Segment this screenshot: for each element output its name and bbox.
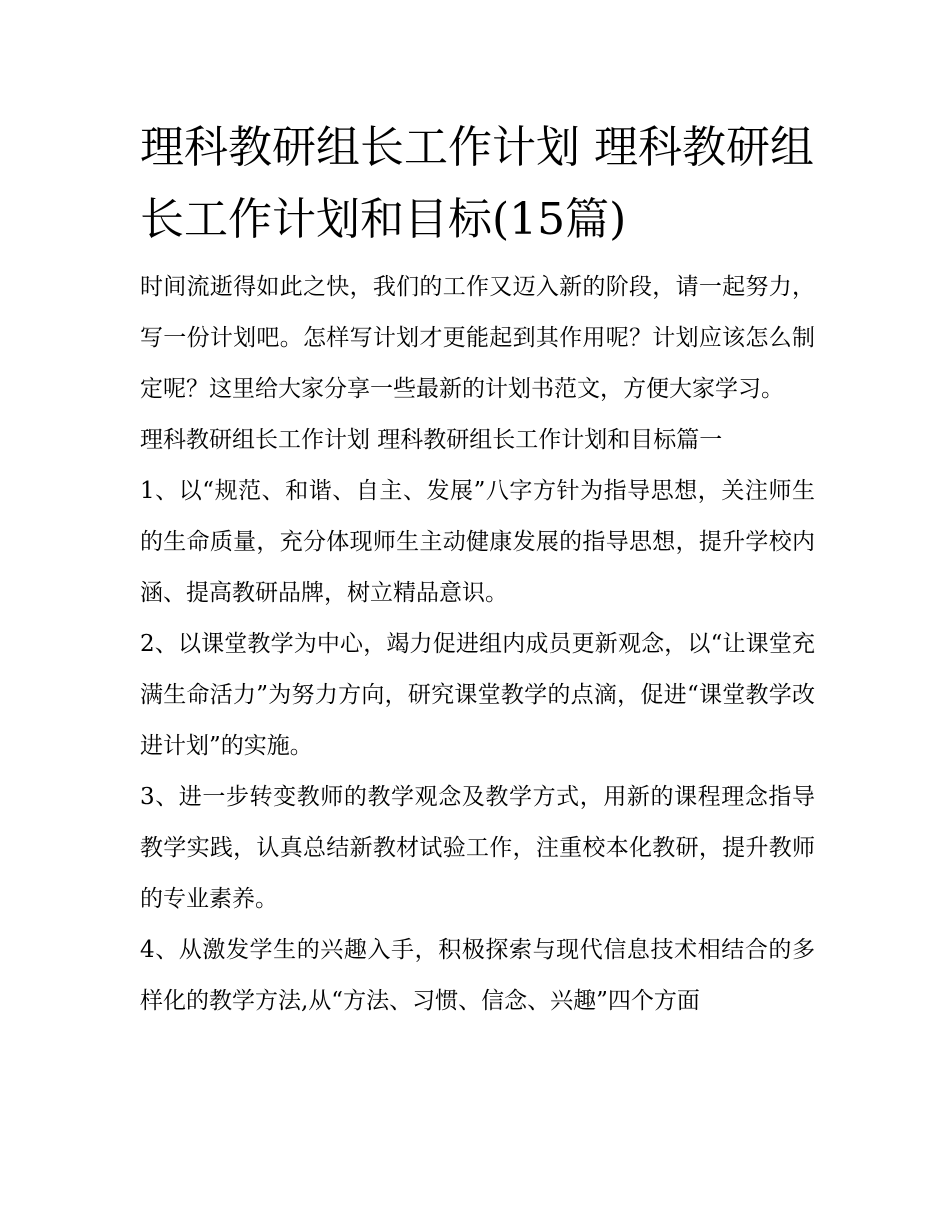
list-item: 1、以“规范、和谐、自主、发展”八字方针为指导思想，关注师生的生命质量，充分体现师生主动健康发展的指导思想，提升学校内涵、提高教研品牌，树立精品意识。 (140, 478, 815, 606)
list-item: 3、进一步转变教师的教学观念及教学方式，用新的课程理念指导教学实践，认真总结新教材试验工作，注重校本化教研，提升教师的专业素养。 (140, 784, 815, 912)
list-item: 4、从激发学生的兴趣入手，积极探索与现代信息技术相结合的多样化的教学方法,从“方法、习惯、信念、兴趣”四个方面 (140, 937, 815, 1014)
section-heading: 理科教研组长工作计划 理科教研组长工作计划和目标篇一 (140, 427, 723, 453)
document-body (140, 112, 815, 1027)
document-title: 理科教研组长工作计划 理科教研组长工作计划和目标(15篇) (140, 122, 814, 245)
list-item: 2、以课堂教学为中心，竭力促进组内成员更新观念，以“让课堂充满生命活力”为努力方向，研究课堂教学的点滴，促进“课堂教学改进计划”的实施。 (140, 631, 815, 759)
intro-paragraph: 时间流逝得如此之快，我们的工作又迈入新的阶段，请一起努力，写一份计划吧。怎样写计划才更能起到其作用呢？计划应该怎么制定呢？这里给大家分享一些最新的计划书范文，方便大家学习。 (140, 274, 815, 402)
